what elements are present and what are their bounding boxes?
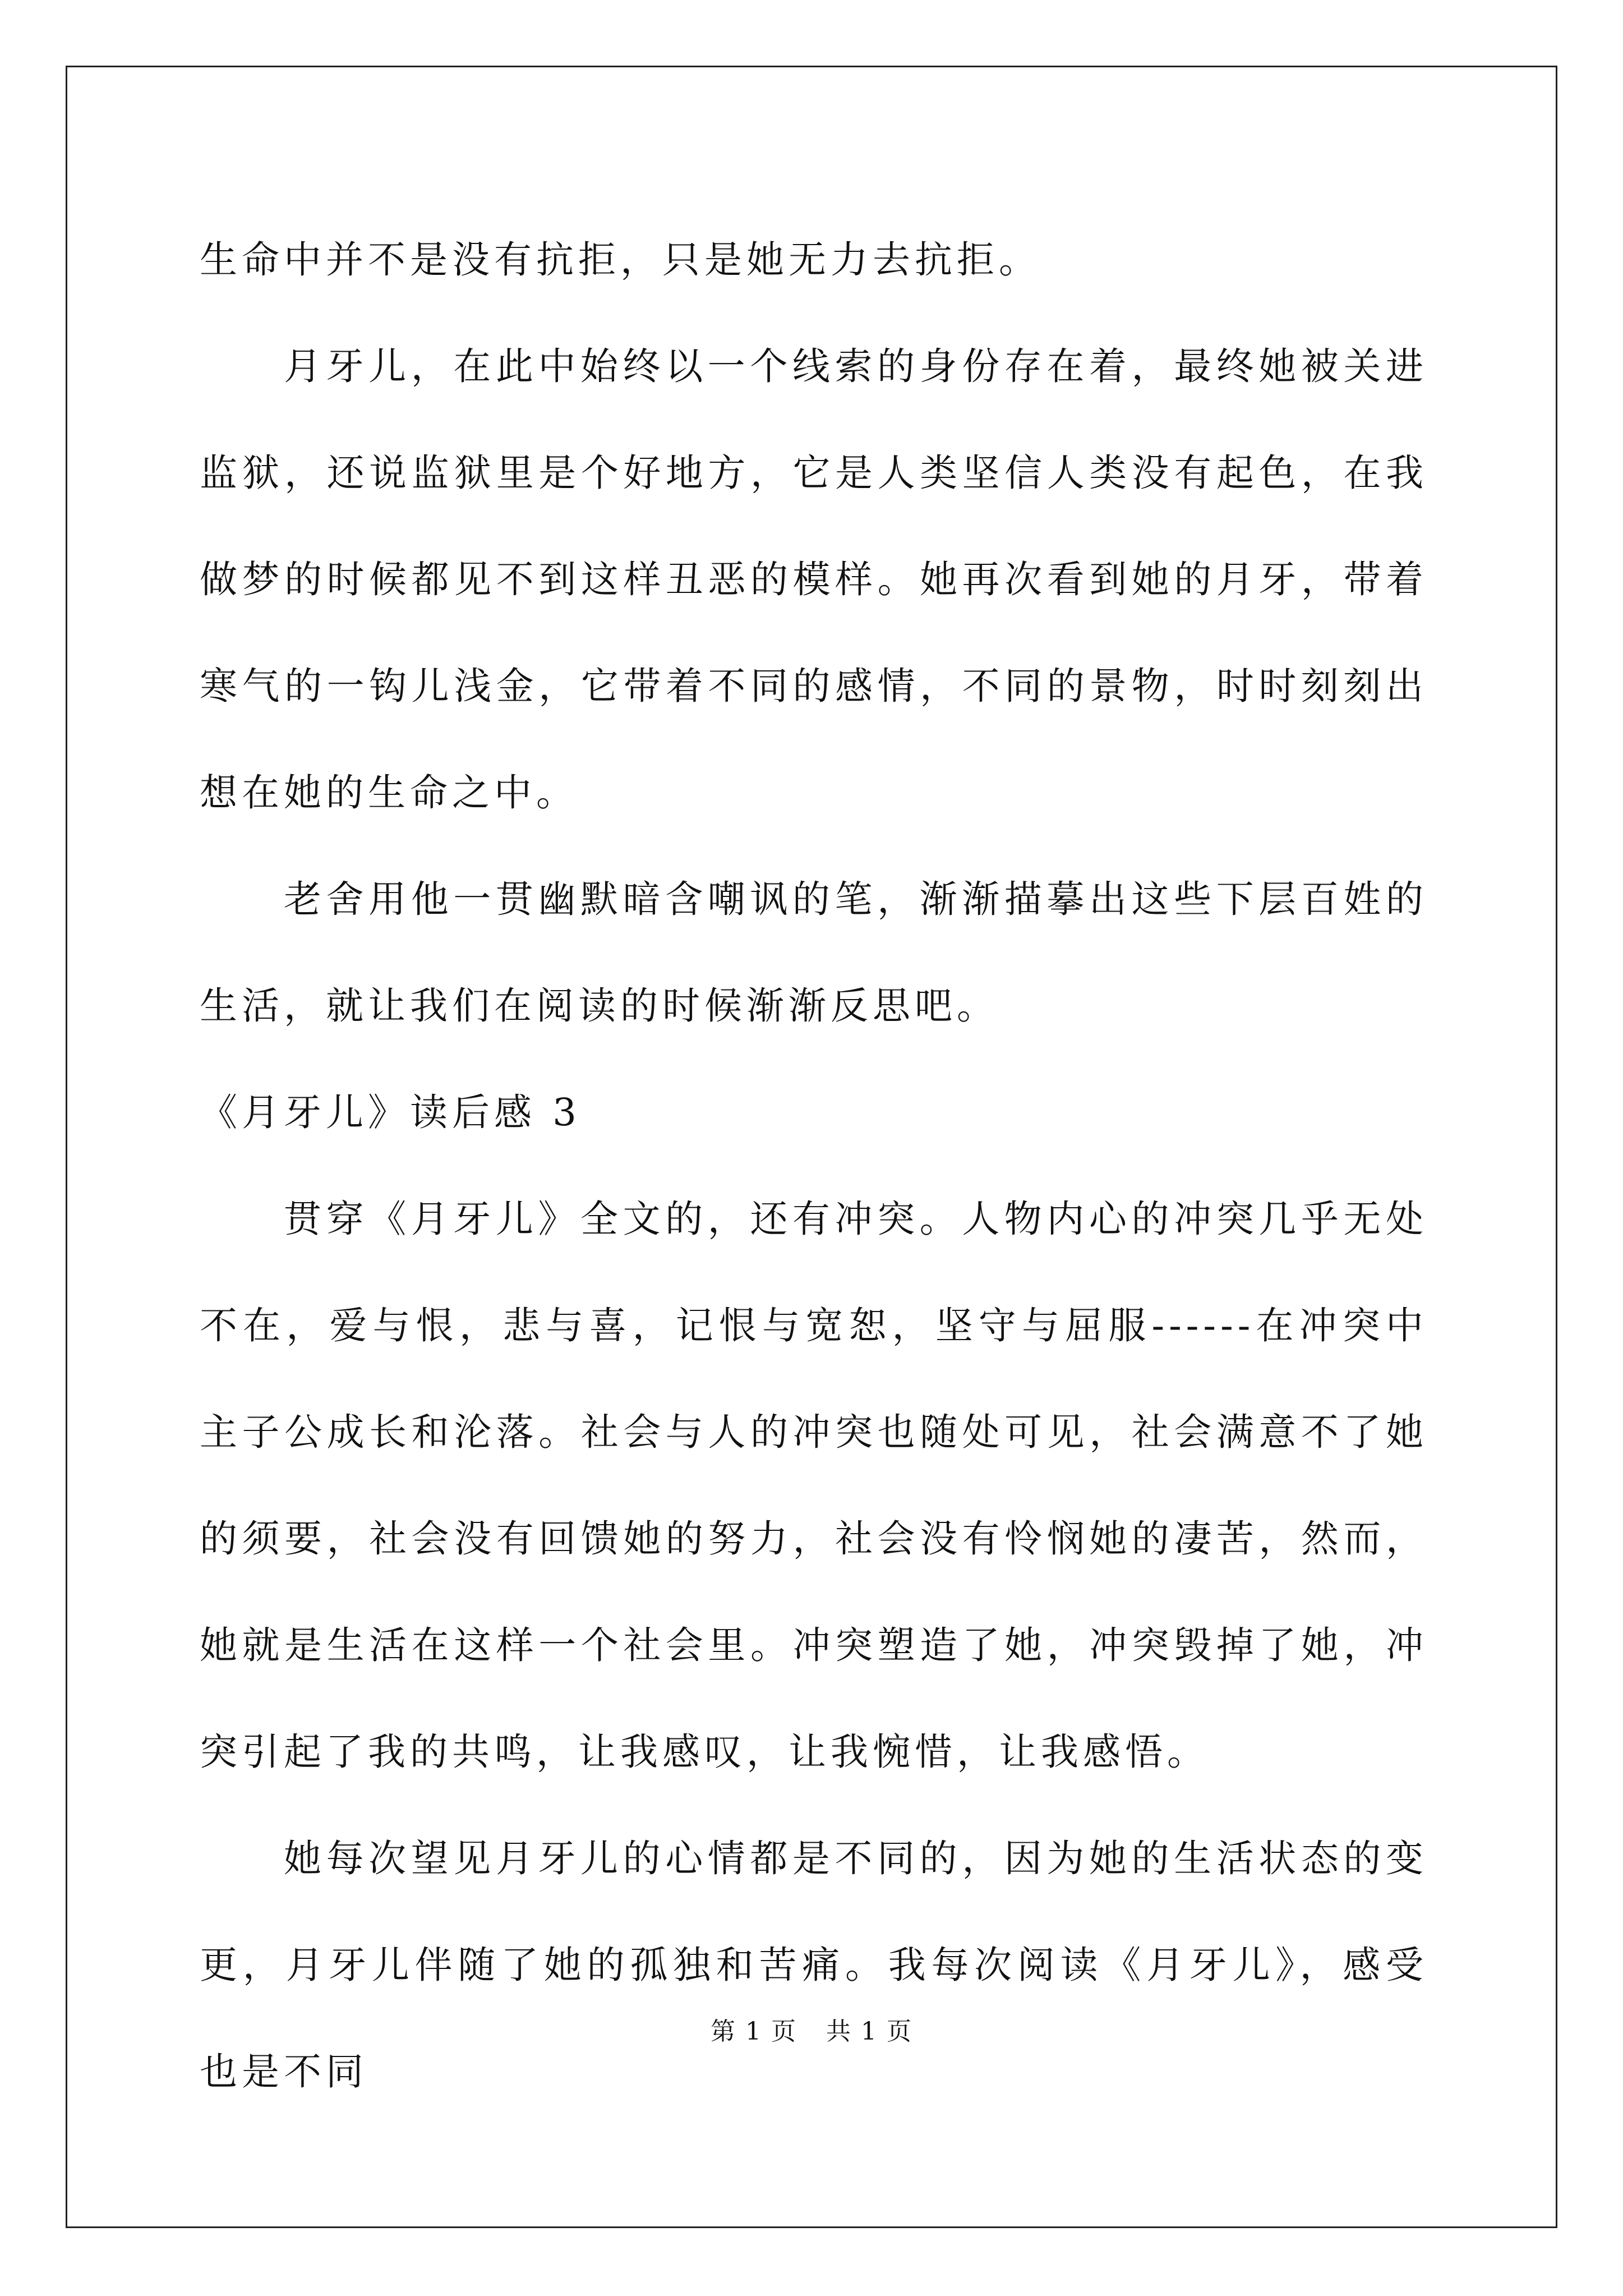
- paragraph-1: 生命中并不是没有抗拒，只是她无力去抗拒。: [200, 238, 1041, 282]
- paragraph-3: 老舍用他一贯幽默暗含嘲讽的笔，渐渐描摹出这些下层百姓的生活，就让我们在阅读的时候渐渐反思吧。: [200, 877, 1428, 1028]
- page-footer: [0, 2011, 1623, 2047]
- paragraph-5: 她每次望见月牙儿的心情都是不同的，因为她的生活状态的变更，月牙儿伴随了她的孤独和苦痛。我每次阅读《月牙儿》，感受也是不同: [200, 1837, 1428, 2093]
- section-heading: 《月牙儿》读后感 3: [200, 1091, 581, 1134]
- document-body: [200, 206, 1428, 2125]
- paragraph-2: 月牙儿，在此中始终以一个线索的身份存在着，最终她被关进监狱，还说监狱里是个好地方，它是人类坚信人类没有起色，在我做梦的时候都见不到这样丑恶的模样。她再次看到她的月牙，带着寒气的一钩儿浅金，它带着不同的感情，不同的景物，时时刻刻出想在她的生命之中。: [200, 344, 1428, 815]
- page-number-current: 第 1 页: [711, 2017, 797, 2046]
- page-number-total: 共 1 页: [826, 2017, 912, 2046]
- paragraph-4: 贯穿《月牙儿》全文的，还有冲突。人物内心的冲突几乎无处不在，爱与恨，悲与喜，记恨与宽恕，坚守与屈服------在冲突中主子公成长和沦落。社会与人的冲突也随处可见，社会满意不了她的须要，社会没有回馈她的努力，社会没有怜悯她的凄苦，然而，她就是生活在这样一个社会里。冲突塑造了她，冲突毁掉了她，冲突引起了我的共鸣，让我感叹，让我惋惜，让我感悟。: [200, 1197, 1428, 1774]
